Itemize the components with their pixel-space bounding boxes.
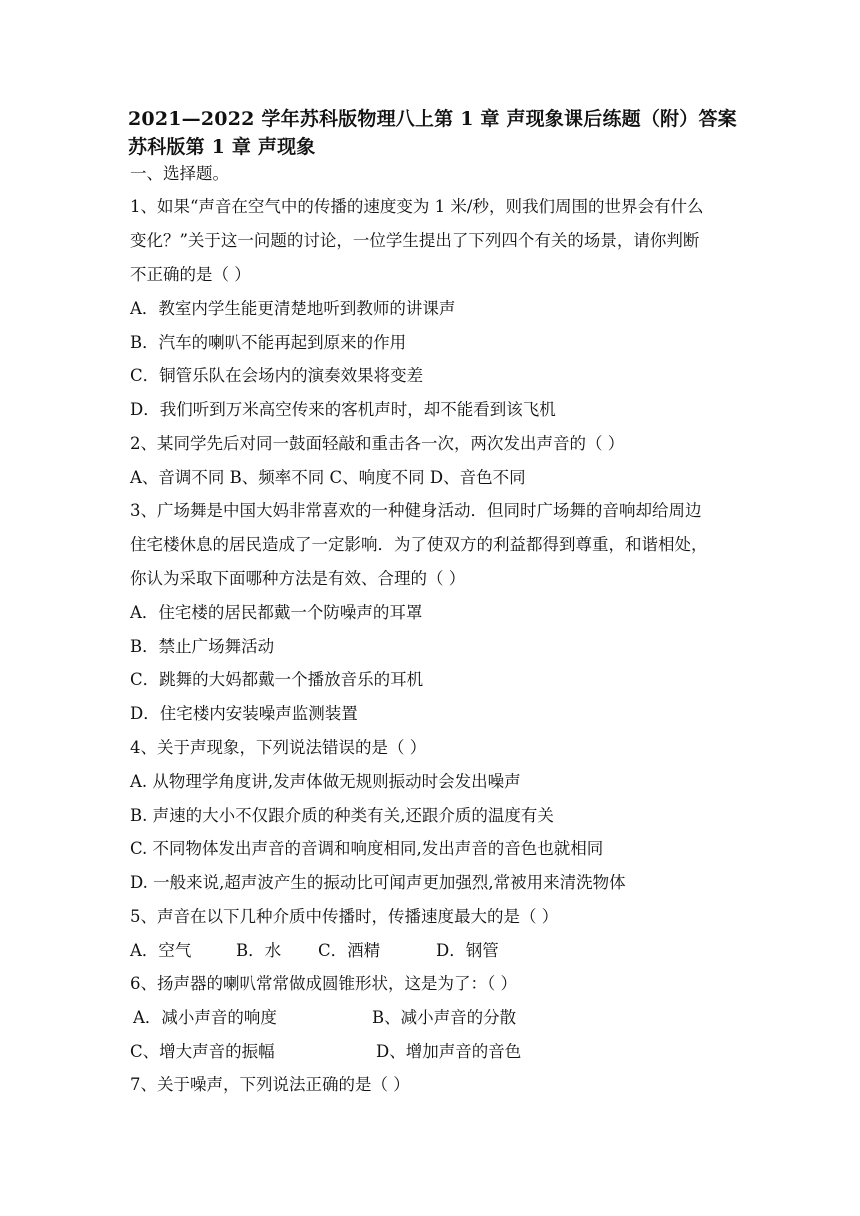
option-d: D．钢管 bbox=[436, 941, 499, 960]
option-a: A．减小声音的响度 bbox=[133, 1008, 277, 1027]
option-c: C. 不同物体发出声音的音调和响度相同,发出声音的音色也就相同 bbox=[130, 839, 604, 858]
option-d: D. 一般来说,超声波产生的振动比可闻声更加强烈,常被用来清洗物体 bbox=[130, 873, 626, 892]
option-d: D、增加声音的音色 bbox=[376, 1042, 522, 1061]
option-c: C．跳舞的大妈都戴一个播放音乐的耳机 bbox=[130, 670, 424, 689]
option-b: B、减小声音的分散 bbox=[372, 1008, 517, 1027]
question-stem: 4、关于声现象，下列说法错误的是（ ） bbox=[130, 738, 427, 757]
option-b: B．水 bbox=[236, 941, 282, 960]
option-a: A. 从物理学角度讲,发声体做无规则振动时会发出噪声 bbox=[130, 772, 521, 791]
option-d: D．住宅楼内安装噪声监测装置 bbox=[130, 704, 358, 723]
options-row: A、音调不同 B、频率不同 C、响度不同 D、音色不同 bbox=[130, 468, 526, 487]
question-stem: 5、声音在以下几种介质中传播时，传播速度最大的是（ ） bbox=[130, 907, 559, 926]
document-title-line2: 苏科版第 1 章 声现象 bbox=[128, 136, 316, 158]
option-c: C．铜管乐队在会场内的演奏效果将变差 bbox=[130, 366, 424, 385]
question-stem: 7、关于噪声，下列说法正确的是（ ） bbox=[130, 1075, 410, 1094]
option-c: C．酒精 bbox=[318, 941, 381, 960]
section-heading: 一、选择题。 bbox=[130, 164, 229, 183]
option-b: B. 声速的大小不仅跟介质的种类有关,还跟介质的温度有关 bbox=[130, 806, 554, 825]
question-stem: 2、某同学先后对同一鼓面轻敲和重击各一次，两次发出声音的（ ） bbox=[130, 434, 625, 453]
option-d: D．我们听到万米高空传来的客机声时，却不能看到该飞机 bbox=[130, 400, 556, 419]
question-stem: 不正确的是（ ） bbox=[130, 265, 251, 284]
question-stem: 你认为采取下面哪种方法是有效、合理的（ ） bbox=[130, 569, 466, 588]
document-title-line1: 2021—2022 学年苏科版物理八上第 1 章 声现象课后练题（附）答案 bbox=[128, 108, 737, 130]
option-a: A．空气 bbox=[130, 941, 192, 960]
question-stem: 3、广场舞是中国大妈非常喜欢的一种健身活动．但同时广场舞的音响却给周边 bbox=[130, 501, 702, 520]
option-b: B．汽车的喇叭不能再起到原来的作用 bbox=[130, 333, 407, 352]
question-stem: 住宅楼休息的居民造成了一定影响．为了使双方的利益都得到尊重，和谐相处， bbox=[130, 535, 708, 554]
question-stem: 变化？”关于这一问题的讨论，一位学生提出了下列四个有关的场景，请你判断 bbox=[130, 231, 700, 250]
option-a: A．教室内学生能更清楚地听到教师的讲课声 bbox=[130, 299, 456, 318]
question-stem: 6、扬声器的喇叭常常做成圆锥形状，这是为了：（ ） bbox=[130, 974, 517, 993]
option-a: A．住宅楼的居民都戴一个防噪声的耳罩 bbox=[130, 603, 423, 622]
option-c: C、增大声音的振幅 bbox=[130, 1042, 275, 1061]
question-stem: 1、如果“声音在空气中的传播的速度变为 1 米/秒，则我们周围的世界会有什么 bbox=[130, 197, 704, 216]
option-b: B．禁止广场舞活动 bbox=[130, 637, 275, 656]
